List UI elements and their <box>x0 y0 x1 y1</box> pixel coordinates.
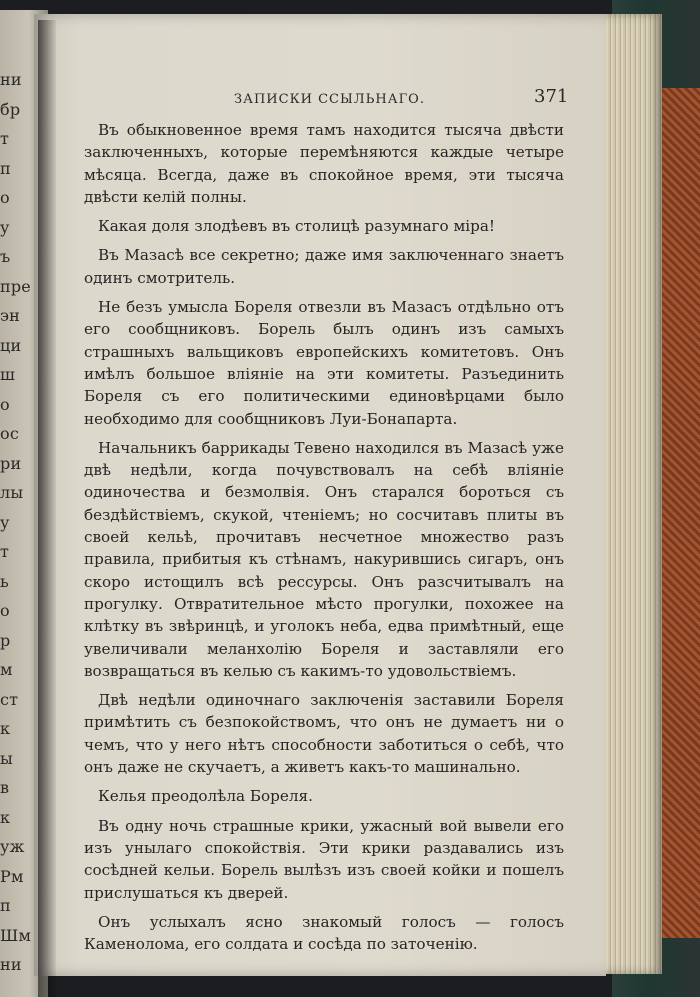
left-page-fragment: эн <box>0 306 21 325</box>
page-gutter-shadow <box>38 20 56 997</box>
left-page-fragment: р <box>0 630 11 650</box>
paragraph: Въ Мазасѣ все секретно; даже имя заключеннаго знаетъ одинъ смотритель. <box>84 246 564 287</box>
paragraph: Какая доля злодѣевъ въ столицѣ разумнаго міра! <box>98 217 496 236</box>
paragraph: Въ обыкновенное время тамъ находится тысяча двѣсти заключенныхъ, которые перемѣняются каждые четыре мѣсяца. Всегда, даже въ спокойное время, эти тысяча двѣсти келій полны. <box>84 121 564 206</box>
left-page-fragment: ст <box>0 689 19 709</box>
left-page-fragment: ни <box>0 955 22 974</box>
left-page-fragment: Шм <box>0 925 32 945</box>
left-page-fragment: Рм <box>0 866 24 886</box>
paragraph: Келья преодолѣла Бореля. <box>98 787 313 806</box>
left-page-fragment: пре <box>0 276 31 296</box>
left-page-fragment: у <box>0 512 10 532</box>
left-page-fragment: п <box>0 896 11 915</box>
left-page-fragment: в <box>0 778 10 797</box>
left-page-fragment: м <box>0 660 13 679</box>
left-page-fragment: ци <box>0 335 22 355</box>
left-page-fragment: ь <box>0 571 9 591</box>
left-page-fragment: к <box>0 719 11 738</box>
left-page-fragment: уж <box>0 837 25 856</box>
running-head: ЗАПИСКИ ССЫЛЬНАГО. <box>234 92 425 107</box>
left-page-fragment: лы <box>0 483 24 502</box>
left-page-fragment: о <box>0 188 10 207</box>
left-page-fragment: т <box>0 129 10 148</box>
paragraph: Не безъ умысла Бореля отвезли въ Мазасъ отдѣльно отъ его сообщниковъ. Борель былъ одинъ изъ самыхъ страшныхъ вальщиковъ европейскихъ комитетовъ. Онъ имѣлъ большое вліяніе на эти комитеты. Разъединить Бореля съ его политическими единовѣрцами было необходимо для сообщниковъ Луи-Бонапарта. <box>84 298 564 428</box>
left-page-fragment: ш <box>0 365 16 384</box>
page-number: 371 <box>534 86 569 107</box>
left-page-fragment: ни <box>0 70 22 89</box>
page-edges <box>598 14 662 974</box>
book-page <box>34 14 606 976</box>
body-text <box>84 119 564 962</box>
left-page-fragment: у <box>0 217 10 237</box>
left-page-fragment: ри <box>0 453 22 473</box>
paragraph: Онъ услыхалъ ясно знакомый голосъ — голосъ Каменолома, его солдата и сосѣда по заточенію. <box>84 912 564 954</box>
left-page-fragment: ы <box>0 748 13 768</box>
left-page-fragment: о <box>0 601 10 620</box>
paragraph: Двѣ недѣли одиночнаго заключенія заставили Бореля примѣтить съ безпокойствомъ, что онъ не думаетъ ни о чемъ, что у него нѣтъ способности заботиться о себѣ, что онъ даже не скучаетъ, а живетъ какъ-то машинально. <box>84 691 564 777</box>
left-page-fragment: ъ <box>0 247 11 266</box>
paragraph: Въ одну ночь страшные крики, ужасный вой вывели его изъ унылаго спокойствія. Эти крики раздавались изъ сосѣдней кельи. Борель вылѣзъ изъ своей койки и пошелъ прислушаться къ дверей. <box>84 816 564 902</box>
left-page-fragment: бр <box>0 99 21 119</box>
paragraph: Начальникъ баррикады Тевено находился въ Мазасѣ уже двѣ недѣли, когда почувствовалъ на себѣ вліяніе одиночества и безмолвія. Онъ старался бороться съ бездѣйствіемъ, скукой, чтеніемъ; но сосчитавъ плиты въ своей кельѣ, прочитавъ несчетное множество разъ правила, прибитыя къ стѣнамъ, накурившись сигаръ, онъ скоро истощилъ всѣ рессурсы. Онъ разсчитывалъ на прогулку. Отвратительное мѣсто прогулки, похожее на клѣтку въ звѣринцѣ, и уголокъ неба, едва примѣтный, еще увеличивали меланхолію Бореля и заставляли его возвращаться въ келью съ какимъ-то удовольствіемъ. <box>84 438 564 680</box>
left-page-fragment: п <box>0 158 11 178</box>
left-page-fragment: к <box>0 807 11 827</box>
left-page-fragment: ос <box>0 424 19 443</box>
left-page-fragment: т <box>0 542 10 561</box>
left-page-fragment: о <box>0 394 10 414</box>
